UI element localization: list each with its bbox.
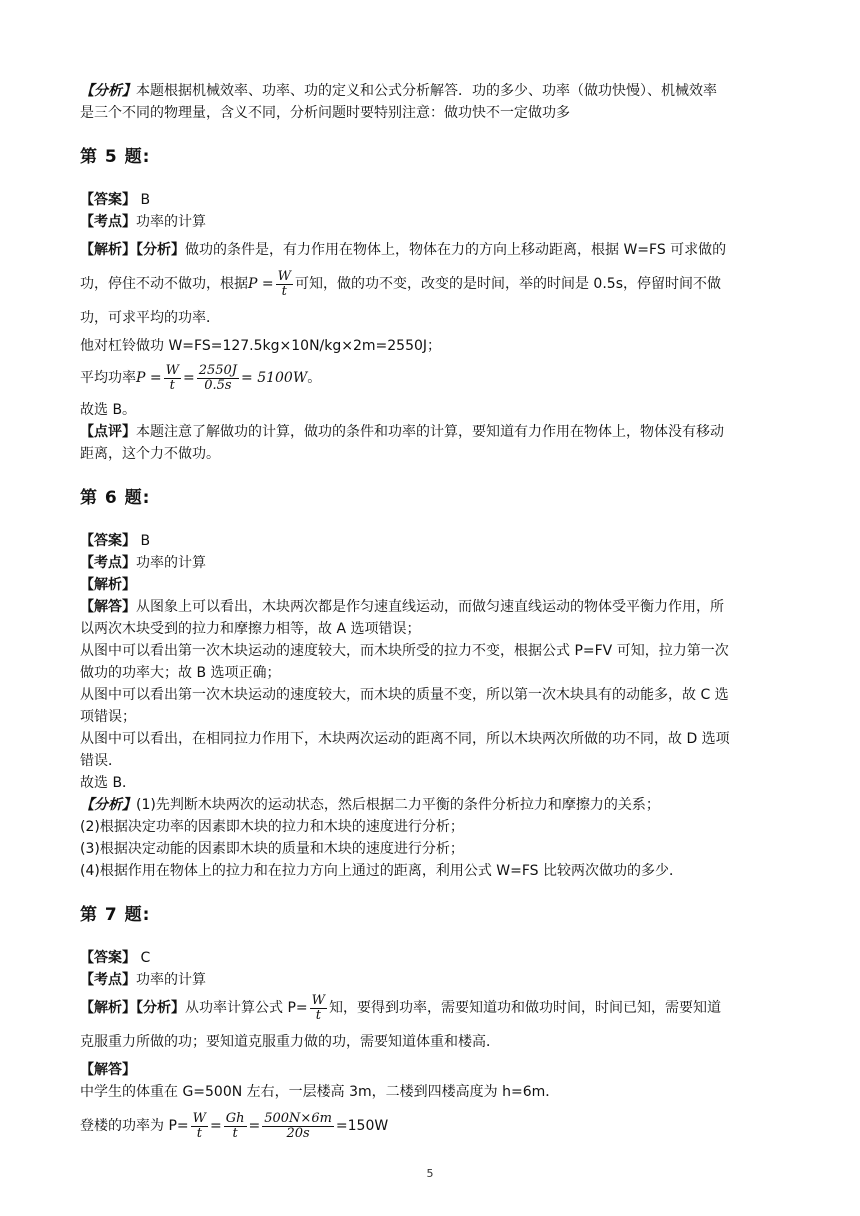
q6-solve-8: 错误．	[80, 753, 122, 769]
q6-answer: 【答案】 B	[80, 533, 151, 549]
q7-solve-1: 中学生的体重在 G=500N 左右，一层楼高 3m，二楼到四楼高度为 h=6m．	[80, 1084, 560, 1100]
question-7-heading: 第 7 题:	[80, 905, 151, 925]
intro-line-1	[80, 80, 780, 102]
q5-average-power: 平均功率P = $\frac{W}{t}$ = $\frac{2550J}{0.5s}$ = 5100W。	[80, 362, 322, 393]
fraction-w-over-t: $\frac{W}{t}$	[277, 268, 291, 299]
q6-analysis-4: (4)根据作用在物体上的拉力和在拉力方向上通过的距离，利用公式 W=FS 比较两次做功的多少．	[80, 863, 683, 879]
q7-solve-2: 登楼的功率为 P= $\frac{W}{t}$ = $\frac{Gh}{t}$ = $\frac{500N\times 6m}{20s}$ =150W	[80, 1110, 389, 1141]
question-6-heading: 第 6 题:	[80, 488, 151, 508]
q6-solve-2: 以两次木块受到的拉力和摩擦力相等，故 A 选项错误；	[80, 621, 421, 637]
q6-analysis-1: 【分析】(1)先判断木块两次的运动状态，然后根据二力平衡的条件分析拉力和摩擦力的关系；	[80, 797, 660, 813]
q6-solve-4: 做功的功率大；故 B 选项正确；	[80, 665, 281, 681]
analysis-tag: 【分析】	[80, 83, 136, 99]
page-number: 5	[426, 1167, 434, 1180]
q6-solve-1: 【解答】从图象上可以看出，木块两次都是作匀速直线运动，而做匀速直线运动的物体受平衡力作用，所	[80, 599, 724, 615]
q7-point: 【考点】功率的计算	[80, 972, 206, 988]
q6-solve-9: 故选 B．	[80, 775, 137, 791]
q7-analysis-2: 克服重力所做的功；要知道克服重力做的功，需要知道体重和楼高．	[80, 1034, 500, 1050]
q5-answer: 【答案】 B	[80, 192, 151, 208]
fraction-3000-over-20: $\frac{500N\times 6m}{20s}$	[264, 1110, 332, 1141]
q6-jiexi: 【解析】	[80, 577, 136, 593]
q6-solve-3: 从图中可以看出第一次木块运动的速度较大，而木块所受的拉力不变，根据公式 P=FV 可知，拉力第一次	[80, 643, 729, 659]
q5-analysis-1: 【解析】【分析】做功的条件是，有力作用在物体上，物体在力的方向上移动距离，根据 W=FS 可求做的	[80, 242, 727, 258]
fraction-gh-over-t: $\frac{Gh}{t}$	[225, 1110, 245, 1141]
q5-analysis-3: 功，可求平均的功率．	[80, 310, 220, 326]
fraction-w-over-t: $\frac{W}{t}$	[165, 362, 179, 393]
q5-analysis-2: 功，停住不动不做功，根据P = $\frac{W}{t}$ 可知，做的功不变，改变的是时间，举的时间是 0.5s，停留时间不做	[80, 267, 780, 301]
q5-choose: 故选 B。	[80, 402, 137, 418]
q6-analysis-2: (2)根据决定功率的因素即木块的拉力和木块的速度进行分析；	[80, 819, 464, 835]
q5-comment-2: 距离，这个力不做功。	[80, 446, 220, 462]
fraction-2550-over-05: $\frac{2550J}{0.5s}$	[198, 362, 238, 393]
q5-point: 【考点】功率的计算	[80, 214, 206, 230]
q5-comment-1: 【点评】本题注意了解做功的计算，做功的条件和功率的计算，要知道有力作用在物体上，物体没有移动	[80, 424, 724, 440]
q6-solve-6: 项错误；	[80, 709, 136, 725]
q7-solve-tag: 【解答】	[80, 1062, 136, 1078]
q6-analysis-3: (3)根据决定动能的因素即木块的质量和木块的速度进行分析；	[80, 841, 464, 857]
power-formula-p: P =	[248, 276, 274, 292]
q7-answer: 【答案】 C	[80, 950, 151, 966]
document-body	[80, 80, 780, 1143]
intro-line-2: 是三个不同的物理量，含义不同，分析问题时要特别注意：做功快不一定做功多	[80, 105, 570, 121]
intro-text: 本题根据机械效率、功率、功的定义和公式分析解答．功的多少、功率（做功快慢）、机械效率	[136, 83, 717, 99]
q6-point: 【考点】功率的计算	[80, 555, 206, 571]
fraction-w-over-t: $\frac{W}{t}$	[311, 992, 325, 1023]
q6-solve-7: 从图中可以看出，在相同拉力作用下，木块两次运动的距离不同，所以木块两次所做的功不同，故 D 选项	[80, 731, 730, 747]
question-5-heading: 第 5 题:	[80, 147, 151, 167]
q5-work-line: 他对杠铃做功 W=FS=127.5kg×10N/kg×2m=2550J；	[80, 338, 442, 354]
q6-solve-5: 从图中可以看出第一次木块运动的速度较大，而木块的质量不变，所以第一次木块具有的动能多，故 C 选	[80, 687, 729, 703]
fraction-w-over-t: $\frac{W}{t}$	[192, 1110, 206, 1141]
q7-analysis-1: 【解析】【分析】从功率计算公式 P= $\frac{W}{t}$ 知，要得到功率，需要知道功和做功时间，时间已知，需要知道	[80, 992, 721, 1023]
